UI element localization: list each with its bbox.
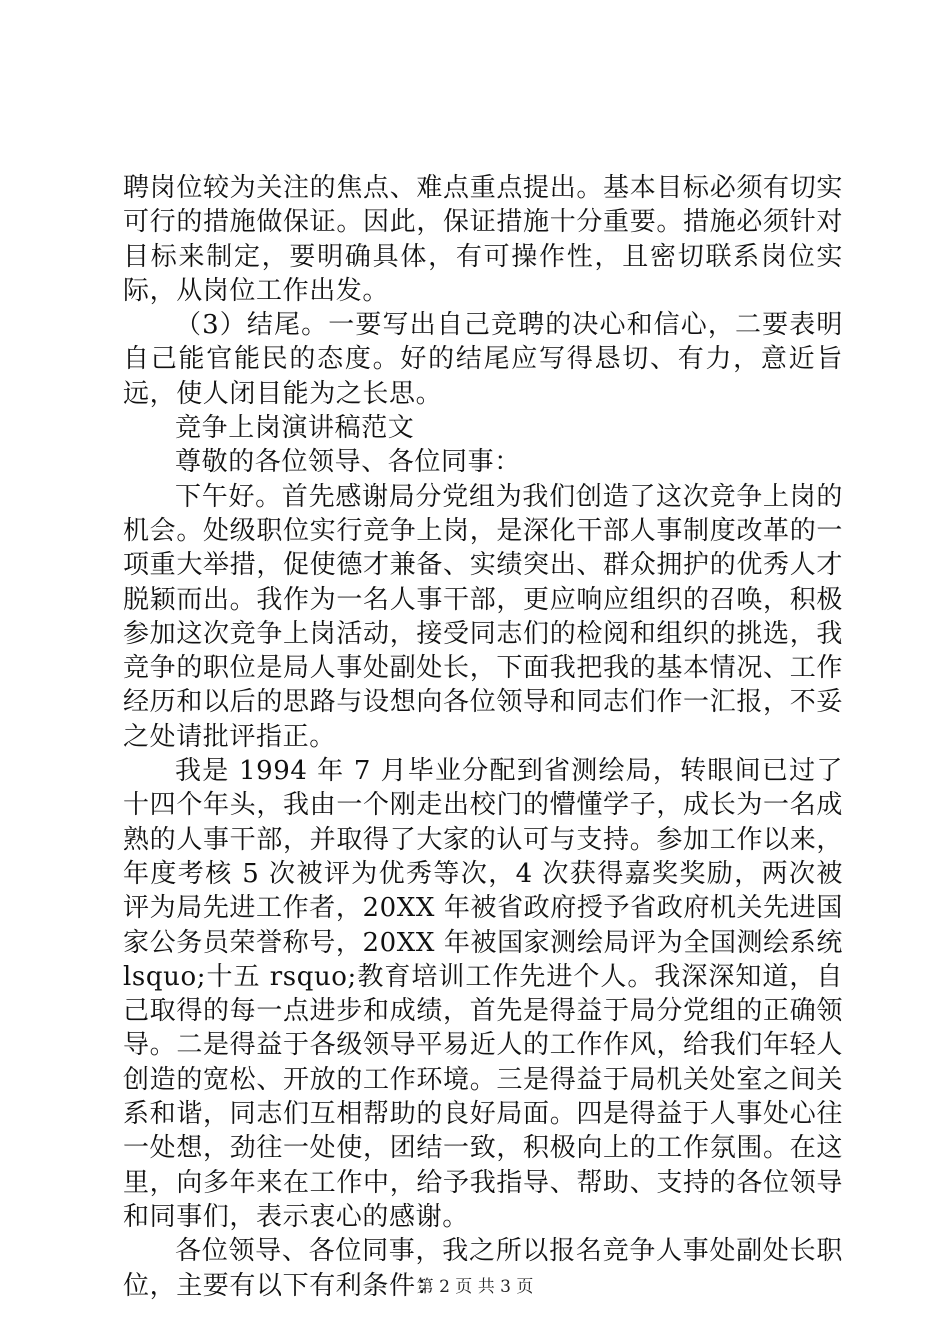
paragraph-continuation: 聘岗位较为关注的焦点、难点重点提出。基本目标必须有切实可行的措施做保证。因此，保证措施十分重要。措施必须针对目标来制定，要明确具体，有可操作性，且密切联系岗位实际，从岗位工作出发。 — [123, 173, 843, 306]
section-heading: 竞争上岗演讲稿范文 — [175, 413, 415, 444]
paragraph-background: 我是 1994 年 7 月毕业分配到省测绘局，转眼间已过了十四个年头，我由一个刚走出校门的懵懂学子，成长为一名成熟的人事干部，并取得了大家的认可与支持。参加工作以来，年度考核 5 次被评为优秀等次，4 次获得嘉奖奖励，两次被评为局先进工作者，20XX 年被省政府授予省政府机关先进国家公务员荣誉称号，20XX 年被国家测绘局评为全国测绘系统 lsquo;十五 rsquo;教育培训工作先进个人。我深深知道，自己取得的每一点进步和成绩，首先是得益于局分党组的正确领导。二是得益于各级领导平易近人的工作作风，给我们年轻人创造的宽松、开放的工作环境。三是得益于局机关处室之间关系和谐，同志们互相帮助的良好局面。四是得益于人事处心往一处想，劲往一处使，团结一致，积极向上的工作氛围。在这里，向多年来在工作中，给予我指导、帮助、支持的各位领导和同事们，表示衷心的感谢。 — [123, 756, 843, 1232]
salutation: 尊敬的各位领导、各位同事： — [175, 447, 521, 478]
document-body — [123, 171, 843, 1303]
page-number-footer: 第 2 页 共 3 页 — [416, 1277, 534, 1297]
paragraph-conclusion-tip: （3）结尾。一要写出自己竞聘的决心和信心，二要表明自己能官能民的态度。好的结尾应写得恳切、有力，意近旨远，使人闭目能为之长思。 — [123, 310, 843, 409]
paragraph-conditions: 各位领导、各位同事，我之所以报名竞争人事处副处长职位，主要有以下有利条件： — [123, 1236, 843, 1301]
paragraph-opening: 下午好。首先感谢局分党组为我们创造了这次竞争上岗的机会。处级职位实行竞争上岗，是深化干部人事制度改革的一项重大举措，促使德才兼备、实绩突出、群众拥护的优秀人才脱颖而出。我作为一名人事干部，更应响应组织的召唤，积极参加这次竞争上岗活动，接受同志们的检阅和组织的挑选，我竞争的职位是局人事处副处长，下面我把我的基本情况、工作经历和以后的思路与设想向各位领导和同志们作一汇报，不妥之处请批评指正。 — [123, 481, 843, 752]
